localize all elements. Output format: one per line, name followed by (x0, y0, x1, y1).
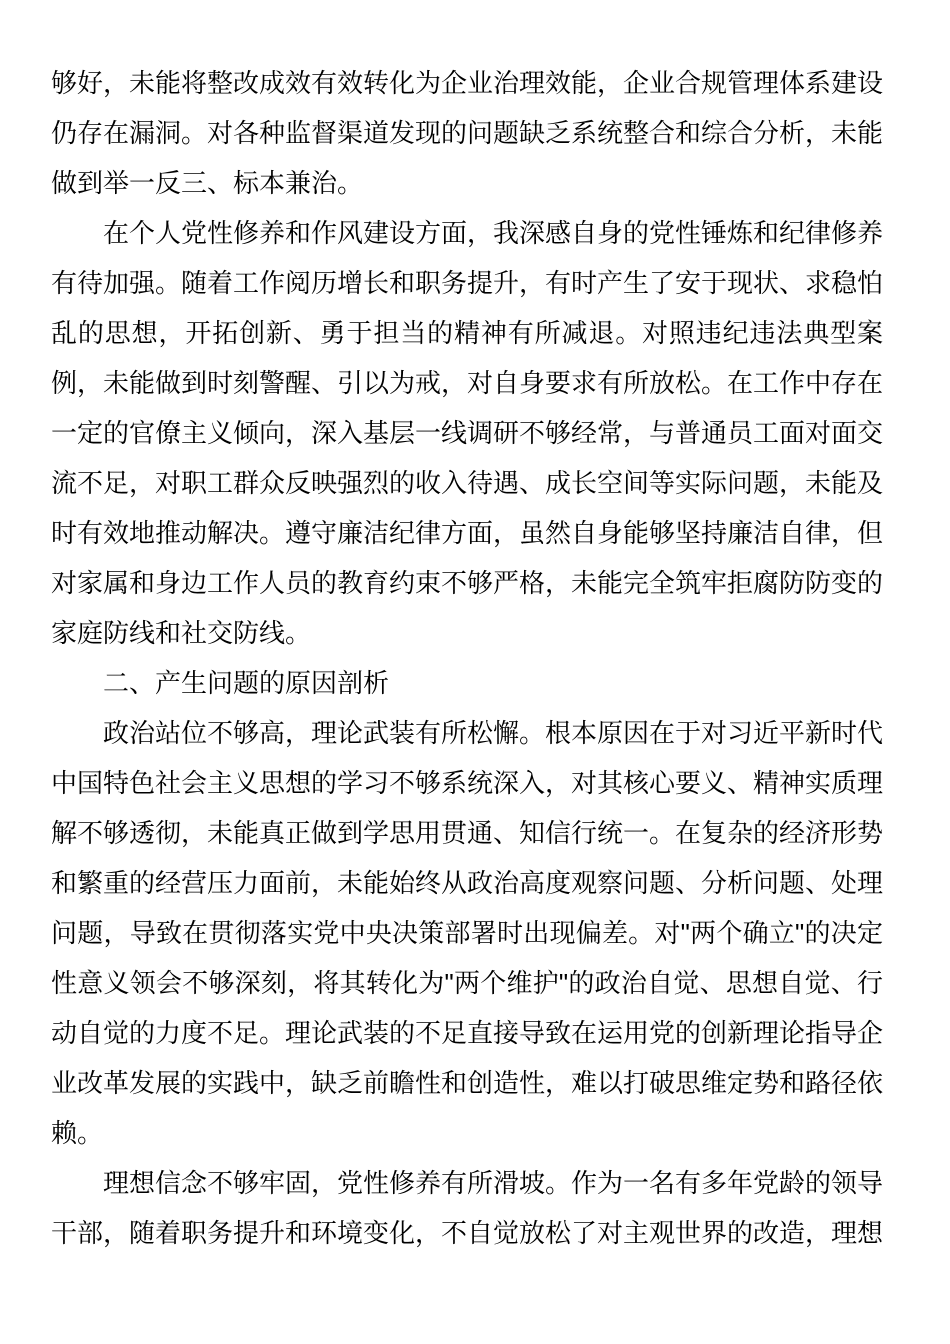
paragraph-ideals-beliefs: 理想信念不够牢固，党性修养有所滑坡。作为一名有多年党龄的领导干部，随着职务提升和环境变化，不自觉放松了对主观世界的改造，理想 (51, 1168, 884, 1248)
paragraph-party-spirit: 在个人党性修养和作风建设方面，我深感自身的党性锤炼和纪律修养有待加强。随着工作阅历增长和职务提升，有时产生了安于现状、求稳怕乱的思想，开拓创新、勇于担当的精神有所减退。对照违纪违法典型案例，未能做到时刻警醒、引以为戒，对自身要求有所放松。在工作中存在一定的官僚主义倾向，深入基层一线调研不够经常，与普通员工面对面交流不足，对职工群众反映强烈的收入待遇、成长空间等实际问题，未能及时有效地推动解决。遵守廉洁纪律方面，虽然自身能够坚持廉洁自律，但对家属和身边工作人员的教育约束不够严格，未能完全筑牢拒腐防防变的家庭防线和社交防线。 (51, 218, 884, 648)
paragraph-continuation: 够好，未能将整改成效有效转化为企业治理效能，企业合规管理体系建设仍存在漏洞。对各种监督渠道发现的问题缺乏系统整合和综合分析，未能做到举一反三、标本兼治。 (51, 68, 884, 198)
document-text-area (51, 58, 883, 1258)
section-heading-cause-analysis: 二、产生问题的原因剖析 (103, 668, 390, 698)
paragraph-political-stance: 政治站位不够高，理论武装有所松懈。根本原因在于对习近平新时代中国特色社会主义思想的学习不够系统深入，对其核心要义、精神实质理解不够透彻，未能真正做到学思用贯通、知信行统一。在复杂的经济形势和繁重的经营压力面前，未能始终从政治高度观察问题、分析问题、处理问题，导致在贯彻落实党中央决策部署时出现偏差。对"两个确立"的决定性意义领会不够深刻，将其转化为"两个维护"的政治自觉、思想自觉、行动自觉的力度不足。理论武装的不足直接导致在运用党的创新理论指导企业改革发展的实践中，缺乏前瞻性和创造性，难以打破思维定势和路径依赖。 (51, 718, 884, 1148)
